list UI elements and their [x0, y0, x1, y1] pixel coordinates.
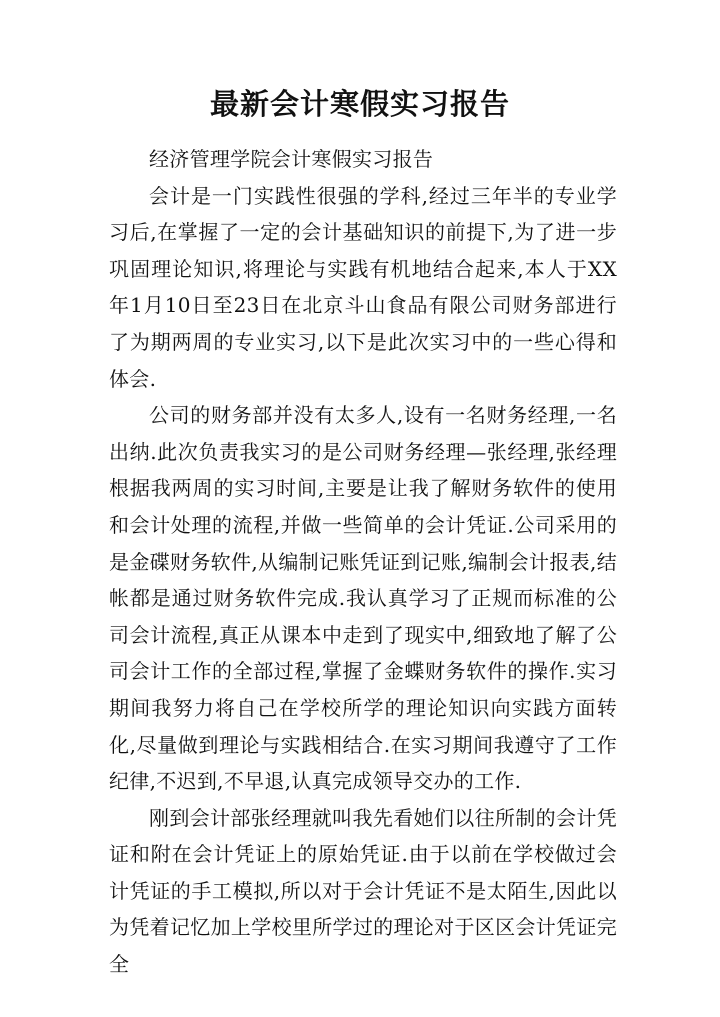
paragraph: 刚到会计部张经理就叫我先看她们以往所制的会计凭证和附在会计凭证上的原始凭证.由于以前在学校做过会计凭证的手工模拟,所以对于会计凭证不是太陌生,因此以为凭着记忆加上学校里所学过的理论对于区区会计凭证完全	[109, 805, 617, 977]
document-body	[109, 141, 617, 983]
document-subtitle: 经济管理学院会计寒假实习报告	[149, 147, 434, 171]
paragraph: 公司的财务部并没有太多人,设有一名财务经理,一名出纳.此次负责我实习的是公司财务经理—张经理,张经理根据我两周的实习时间,主要是让我了解财务软件的使用和会计处理的流程,并做一些简单的会计凭证.公司采用的是金碟财务软件,从编制记账凭证到记账,编制会计报表,结帐都是通过财务软件完成.我认真学习了正规而标准的公司会计流程,真正从课本中走到了现实中,细致地了解了公司会计工作的全部过程,掌握了金蝶财务软件的操作.实习期间我努力将自己在学校所学的理论知识向实践方面转化,尽量做到理论与实践相结合.在实习期间我遵守了工作纪律,不迟到,不早退,认真完成领导交办的工作.	[109, 403, 617, 794]
document-title: 最新会计寒假实习报告	[209, 87, 510, 121]
paragraph: 会计是一门实践性很强的学科,经过三年半的专业学习后,在掌握了一定的会计基础知识的前提下,为了进一步巩固理论知识,将理论与实践有机地结合起来,本人于XX年1月10日至23日在北京斗山食品有限公司财务部进行了为期两周的专业实习,以下是此次实习中的一些心得和体会.	[109, 183, 617, 391]
